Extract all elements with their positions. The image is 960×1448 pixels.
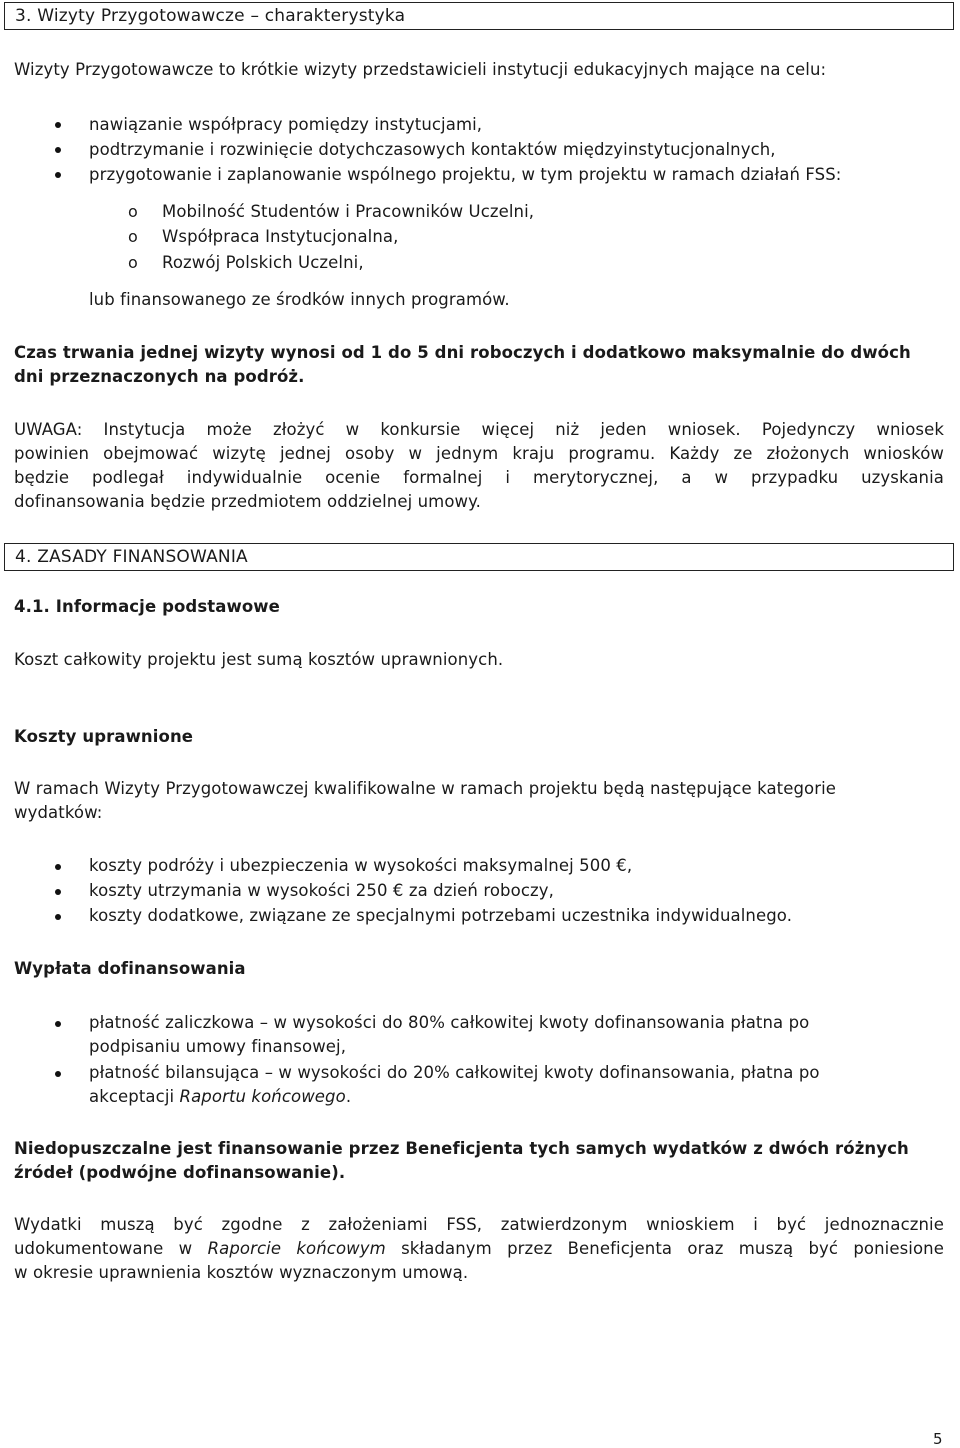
section-4-title: 4. ZASADY FINANSOWANIA: [15, 547, 248, 567]
list-item: podtrzymanie i rozwinięcie dotychczasowych kontaktów międzyinstytucjonalnych,: [89, 140, 776, 159]
note-paragraph: [14, 418, 944, 514]
eligible-costs-heading: Koszty uprawnione: [14, 727, 194, 746]
sub-list-item: Rozwój Polskich Uczelni,: [162, 253, 364, 272]
sub-list-item: Mobilność Studentów i Pracowników Uczelni,: [162, 202, 535, 221]
eligible-intro-line-2: wydatków:: [14, 803, 103, 822]
list-item: koszty utrzymania w wysokości 250 € za dzień roboczy,: [89, 881, 554, 900]
payment-item-1-line-1: płatność zaliczkowa – w wysokości do 80% całkowitej kwoty dofinansowania płatna po: [89, 1013, 810, 1032]
note-line: UWAGA: Instytucja może złożyć w konkursie więcej niż jeden wniosek. Pojedynczy wniosek: [14, 420, 944, 439]
duration-line-1: Czas trwania jednej wizyty wynosi od 1 do 5 dni roboczych i dodatkowo maksymalnie do dwóch: [14, 343, 911, 362]
duration-line-2: dni przeznaczonych na podróż.: [14, 367, 305, 386]
page-number: 5: [933, 1430, 943, 1448]
list-item: koszty dodatkowe, związane ze specjalnymi potrzebami uczestnika indywidualnego.: [89, 906, 793, 925]
cost-total-text: Koszt całkowity projektu jest sumą kosztów uprawnionych.: [14, 650, 504, 669]
section-4-heading-box: [4, 543, 954, 571]
note-line: powinien obejmować wizytę jednej osoby w jednym kraju programu. Każdy ze złożonych wniosków: [14, 444, 944, 463]
double-funding-line-2: źródeł (podwójne dofinansowanie).: [14, 1163, 346, 1182]
bullet-icon: [55, 1021, 61, 1027]
double-funding-line-1: Niedopuszczalne jest finansowanie przez Beneficjenta tych samych wydatków z dwóch różnych: [14, 1139, 909, 1158]
payment-item-2-line-1: płatność bilansująca – w wysokości do 20% całkowitej kwoty dofinansowania, płatna po: [89, 1063, 820, 1082]
bullet-icon: [55, 889, 61, 895]
section-3-heading-box: [4, 2, 954, 30]
bullet-icon: [55, 1071, 61, 1077]
text-fragment: akceptacji: [89, 1087, 180, 1106]
bullet-icon: [55, 147, 61, 153]
bullet-icon: [55, 914, 61, 920]
report-title-italic: Raporcie końcowym: [207, 1239, 386, 1258]
payment-item-2-line-2: [89, 1087, 351, 1106]
list-item: nawiązanie współpracy pomiędzy instytucjami,: [89, 115, 483, 134]
text-fragment: udokumentowane w: [14, 1239, 208, 1258]
circle-bullet-icon: o: [128, 202, 138, 221]
payment-item-1-line-2: podpisaniu umowy finansowej,: [89, 1037, 347, 1056]
list-item: przygotowanie i zaplanowanie wspólnego projektu, w tym projektu w ramach działań FSS:: [89, 165, 842, 184]
note-line: będzie podlegał indywidualnie ocenie formalnej i merytorycznej, a w przypadku uzyskania: [14, 468, 944, 487]
expenses-line: Wydatki muszą być zgodne z założeniami FSS, zatwierdzonym wnioskiem i być jednoznacznie: [14, 1215, 944, 1234]
section-4-1-subtitle: 4.1. Informacje podstawowe: [14, 597, 280, 616]
bullet-icon: [55, 172, 61, 178]
circle-bullet-icon: o: [128, 253, 138, 272]
text-fragment: składanym przez Beneficjenta oraz muszą być poniesione: [385, 1239, 944, 1258]
circle-bullet-icon: o: [128, 227, 138, 246]
expenses-line: [14, 1237, 944, 1261]
eligible-intro-line-1: W ramach Wizyty Przygotowawczej kwalifikowalne w ramach projektu będą następujące kategorie: [14, 779, 837, 798]
list-tail: lub finansowanego ze środków innych programów.: [89, 290, 510, 309]
section-3-title: 3. Wizyty Przygotowawcze – charakterystyka: [15, 6, 406, 26]
note-line: dofinansowania będzie przedmiotem oddzielnej umowy.: [14, 492, 481, 511]
report-title-italic: Raportu końcowego: [179, 1087, 346, 1106]
section-3-intro: Wizyty Przygotowawcze to krótkie wizyty przedstawicieli instytucji edukacyjnych mające na celu:: [14, 60, 827, 79]
expenses-paragraph: [14, 1213, 944, 1285]
payment-heading: Wypłata dofinansowania: [14, 959, 246, 978]
text-fragment: .: [345, 1087, 352, 1106]
sub-list-item: Współpraca Instytucjonalna,: [162, 227, 399, 246]
expenses-line: w okresie uprawnienia kosztów wyznaczonym umową.: [14, 1263, 469, 1282]
bullet-icon: [55, 122, 61, 128]
list-item: koszty podróży i ubezpieczenia w wysokości maksymalnej 500 €,: [89, 856, 633, 875]
bullet-icon: [55, 864, 61, 870]
